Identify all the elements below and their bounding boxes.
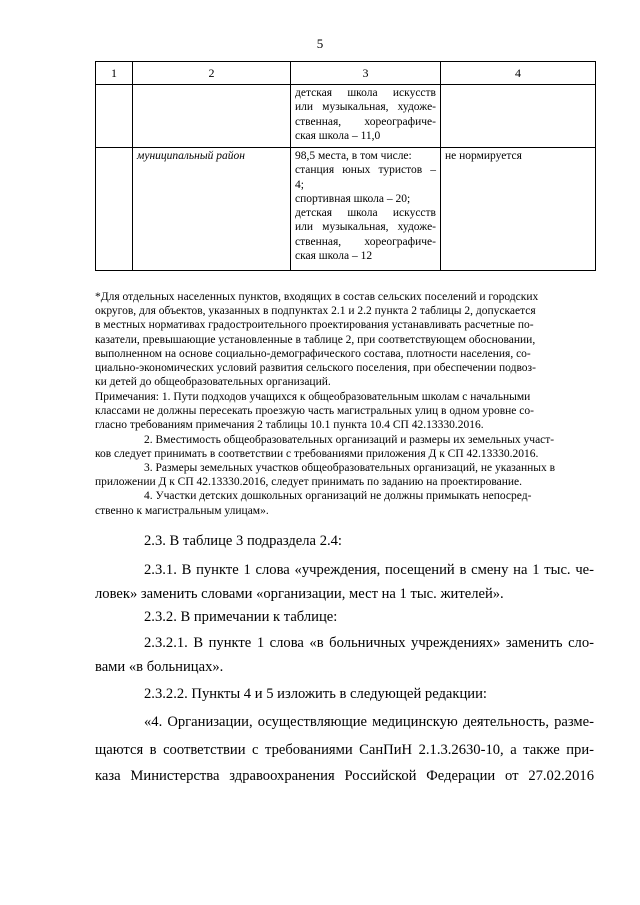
paragraph-2-3-2-1-line: вами «в больницах». [95,659,224,675]
note-3-line: 3. Размеры земельных участков общеобразовательных организаций, не указанных в [144,462,556,475]
note-1-line: гласно требованиям примечания 2 таблицы 10.1 пункта 10.4 СП 42.13330.2016. [95,419,484,432]
footnote-line: ки детей до общеобразовательных организаций. [95,376,331,389]
note-4-line: 4. Участки детских дошкольных организаций не должны примыкать непосред- [144,490,532,503]
column-number-4: 4 [441,62,596,85]
table-cell-norm: не нормируется [441,148,596,271]
footnote-line: казатели, превышающие установленные в таблице 2, при соответствующем обосновании, [95,333,536,346]
note-1-line: классами не должны пересекать проезжую часть магистральных улиц в одном уровне со- [95,405,534,418]
footnote-line: *Для отдельных населенных пунктов, входящих в состав сельских поселений и городских [95,291,539,303]
paragraph-2-3-1-line: 2.3.1. В пункте 1 слова «учреждения, посещений в смену на 1 тыс. че- [144,562,594,578]
table-row [96,148,596,271]
table-cell [441,85,596,148]
paragraph-2-3-2-1-line: 2.3.2.1. В пункте 1 слова «в больничных учреждениях» заменить сло- [144,635,594,651]
page-number: 5 [316,36,324,51]
table-row [96,85,596,148]
note-2-line: 2. Вместимость общеобразовательных организаций и размеры их земельных участ- [144,433,555,446]
column-number-1: 1 [96,62,133,85]
footnote-line: циально-экономических условий развития сельского поселения, при обеспечении подвоз- [95,362,536,375]
standards-table [95,61,596,271]
paragraph-quote-line: «4. Организации, осуществляющие медицинскую деятельность, разме- [144,714,594,730]
table-cell-settlement-type: муниципальный район [133,148,291,271]
note-2-line: ков следует принимать в соответствии с требованиями приложения Д к СП 42.13330.2016. [95,447,539,460]
note-1-line: Примечания: 1. Пути подходов учащихся к общеобразовательным школам с начальными [95,391,531,403]
table-cell [96,148,133,271]
table-footnote [95,290,594,389]
paragraph-quote-line: каза Министерства здравоохранения Российской Федерации от 27.02.2016 [95,768,594,784]
paragraph-2-3-1-line: ловек» заменить словами «организации, мест на 1 тыс. жителей». [95,586,504,602]
note-4-line: ственно к магистральным улицам». [95,504,269,517]
table-header-row [96,62,596,85]
column-number-3: 3 [291,62,441,85]
note-3-line: приложении Д к СП 42.13330.2016, следует принимать по заданию на проектирование. [95,476,523,489]
paragraph-2-3-2-2: 2.3.2.2. Пункты 4 и 5 изложить в следующей редакции: [144,686,487,702]
paragraph-2-3-2: 2.3.2. В примечании к таблице: [144,609,338,625]
table-cell-capacity: 98,5 места, в том числе: станция юных туристов – 4; спортивная школа – 20; детская школа искусств или музыкальная, художе- ственная, хореографиче- ская школа – 12 [291,148,441,271]
footnote-line: выполненном на основе социально-демографического состава, плотности населения, со- [95,347,531,360]
table-cell-capacity: детская школа искусств или музыкальная, художе- ственная, хореографиче- ская школа – 11,0 [291,85,441,148]
column-number-2: 2 [133,62,291,85]
paragraph-2-3: 2.3. В таблице 3 подраздела 2.4: [144,533,342,549]
footnote-line: в местных нормативах градостроительного проектирования устанавливать расчетные по- [95,319,534,332]
table-cell [96,85,133,148]
footnote-line: округов, для объектов, указанных в подпунктах 2.1 и 2.2 пункта 2 таблицы 2, допускается [95,305,536,318]
paragraph-quote-line: щаются в соответствии с требованиями СанПиН 2.1.3.2630-10, а также при- [95,742,594,758]
table-cell [133,85,291,148]
table-notes [95,390,594,518]
